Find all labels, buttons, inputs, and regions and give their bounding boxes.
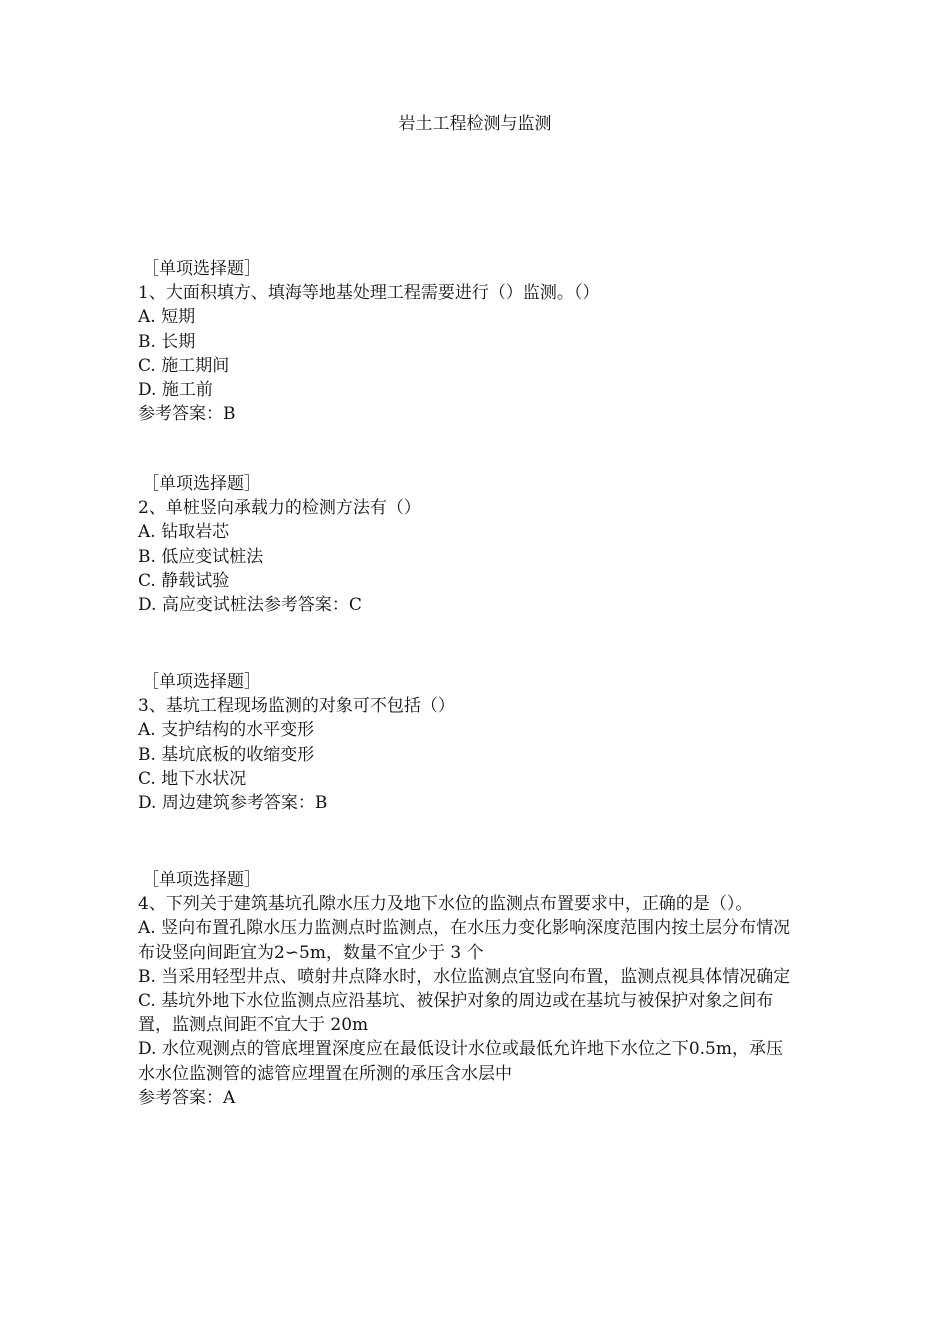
question-stem: 2、单桩竖向承载力的检测方法有（）: [138, 498, 421, 519]
answer: 参考答案：A: [138, 1087, 236, 1108]
question-type: ［单项选择题］: [142, 672, 261, 692]
option-b: B. 低应变试桩法: [138, 546, 264, 567]
question-1: [138, 257, 798, 426]
option-a: A. 支护结构的水平变形: [138, 720, 315, 741]
option-a: A. 短期: [138, 307, 196, 328]
question-stem: 4、下列关于建筑基坑孔隙水压力及地下水位的监测点布置要求中，正确的是（）。: [138, 894, 753, 915]
option-c: C. 地下水状况: [138, 768, 247, 789]
option-b: B. 长期: [138, 331, 196, 352]
option-c: C. 施工期间: [138, 355, 230, 376]
document-title: 岩土工程检测与监测: [398, 114, 552, 134]
option-a: A. 钻取岩芯: [138, 522, 230, 543]
question-stem: 1、大面积填方、填海等地基处理工程需要进行（）监测。（）: [138, 283, 600, 304]
question-2: [138, 472, 798, 617]
question-3: [138, 670, 798, 815]
option-d: D. 水位观测点的管底埋置深度应在最低设计水位或最低允许地下水位之下0.5m，承压水水位监测管的滤管应埋置在所测的承压含水层中: [138, 1039, 783, 1084]
option-c: C. 静载试验: [138, 570, 230, 591]
option-c: C. 基坑外地下水位监测点应沿基坑、被保护对象的周边或在基坑与被保护对象之间布置，监测点间距不宜大于 20m: [138, 991, 774, 1036]
option-b: B. 基坑底板的收缩变形: [138, 744, 315, 765]
option-d: D. 施工前: [138, 380, 213, 401]
option-a: A. 竖向布置孔隙水压力监测点时监测点，在水压力变化影响深度范围内按土层分布情况布设竖向间距宜为2∽5m，数量不宜少于 3 个: [138, 918, 791, 963]
question-type: ［单项选择题］: [142, 474, 261, 494]
option-b: B. 当采用轻型井点、喷射井点降水时，水位监测点宜竖向布置，监测点视具体情况确定: [138, 966, 791, 987]
answer: 参考答案：B: [138, 404, 236, 425]
question-4: [138, 868, 798, 1110]
option-d: D. 周边建筑参考答案：B: [138, 793, 328, 814]
question-type: ［单项选择题］: [142, 870, 261, 890]
question-stem: 3、基坑工程现场监测的对象可不包括（）: [138, 696, 455, 717]
question-type: ［单项选择题］: [142, 259, 261, 279]
option-d: D. 高应变试桩法参考答案：C: [138, 595, 362, 616]
